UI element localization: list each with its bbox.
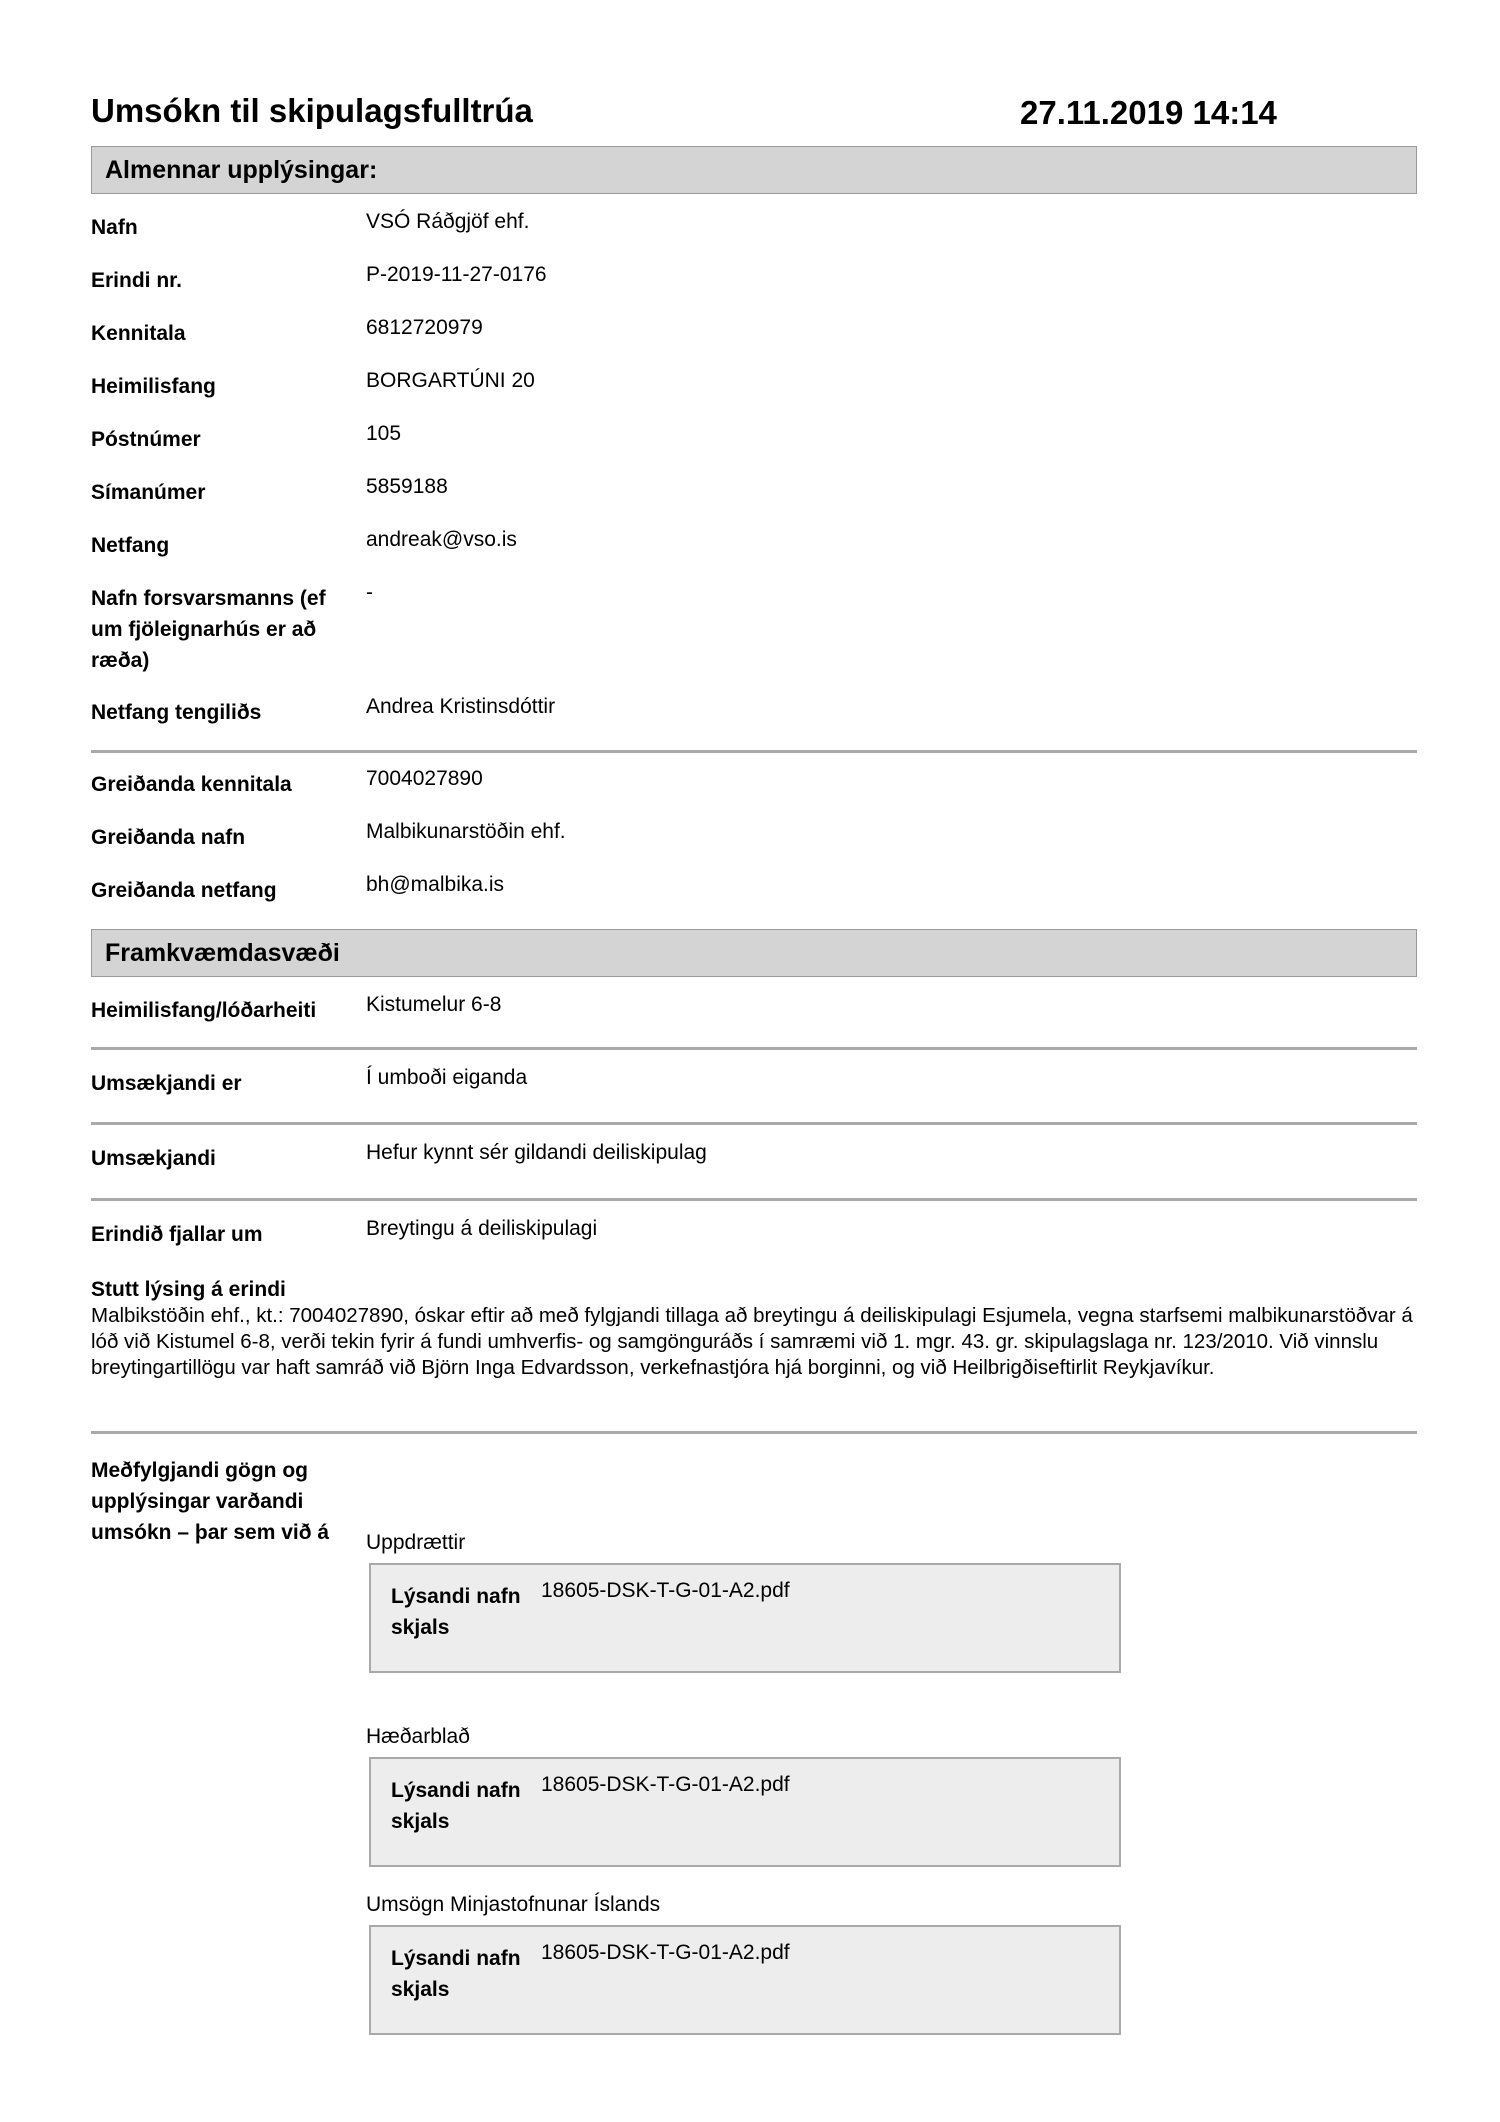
field-value: bh@malbika.is <box>366 873 505 896</box>
attachment-name-label: Lýsandi nafn skjals <box>391 1947 521 2001</box>
field-value: 5859188 <box>366 475 448 498</box>
attachment-file-link[interactable]: 18605-DSK-T-G-01-A2.pdf <box>541 1773 790 1796</box>
field-value: andreak@vso.is <box>366 528 517 551</box>
field-label: Greiðanda nafn <box>91 826 246 849</box>
section-title: Almennar upplýsingar: <box>105 156 378 184</box>
field-value: 7004027890 <box>366 767 483 790</box>
field-label: Erindi nr. <box>91 269 183 292</box>
attachment-name-label: Lýsandi nafn skjals <box>391 1585 521 1639</box>
field-value: 105 <box>366 422 402 445</box>
field-value: P-2019-11-27-0176 <box>366 263 547 286</box>
field-value: Í umboði eiganda <box>366 1066 528 1089</box>
field-value: Kistumelur 6-8 <box>366 993 502 1016</box>
field-value: Malbikunarstöðin ehf. <box>366 820 566 843</box>
field-label: Heimilisfang <box>91 375 216 398</box>
section-title: Framkvæmdasvæði <box>105 939 340 967</box>
field-value: BORGARTÚNI 20 <box>366 369 535 392</box>
section-header-area <box>91 929 1417 977</box>
field-value: 6812720979 <box>366 316 483 339</box>
field-value: - <box>366 581 373 604</box>
submission-datetime: 27.11.2019 14:14 <box>1020 94 1277 131</box>
field-label: Netfang tengiliðs <box>91 701 262 724</box>
field-label: Heimilisfang/lóðarheiti <box>91 999 317 1022</box>
divider <box>91 1198 1417 1201</box>
description-text: Malbikstöðin ehf., kt.: 7004027890, óskar eftir að með fylgjandi tillaga að breytingu á deiliskipulagi Esjumela, vegna starfsemi malbikunarstöðvar á lóð við Kistumel 6-8, verði tekin fyrir á fundi umhverfis- og samgönguráðs í samræmi við 1. mgr. 43. gr. skipulagslaga nr. 123/2010. Við vinnslu breytingartillögu var haft samráð við Björn Inga Edvardsson, verkefnastjóra hjá borginni, og við Heilbrigðiseftirlit Reykjavíkur. <box>91 1304 1413 1379</box>
section-header-general <box>91 146 1417 194</box>
field-label: Greiðanda kennitala <box>91 773 292 796</box>
field-value: Andrea Kristinsdóttir <box>366 695 556 718</box>
page-title: Umsókn til skipulagsfulltrúa <box>91 92 533 129</box>
field-label: Umsækjandi er <box>91 1072 242 1095</box>
attachment-box <box>369 1925 1121 2035</box>
title-row <box>91 92 1419 132</box>
field-label: Nafn <box>91 216 138 239</box>
attachment-box <box>369 1757 1121 1867</box>
field-label: Póstnúmer <box>91 428 201 451</box>
field-value: Hefur kynnt sér gildandi deiliskipulag <box>366 1141 707 1164</box>
field-label: Erindið fjallar um <box>91 1223 263 1246</box>
attachment-box <box>369 1563 1121 1673</box>
attachment-category: Uppdrættir <box>366 1531 466 1554</box>
attachment-category: Hæðarblað <box>366 1725 470 1748</box>
attachment-file-link[interactable]: 18605-DSK-T-G-01-A2.pdf <box>541 1579 790 1602</box>
short-description <box>91 1277 1419 1381</box>
field-value: Breytingu á deiliskipulagi <box>366 1217 598 1240</box>
field-label: Netfang <box>91 534 170 557</box>
divider <box>91 1431 1417 1434</box>
field-value: VSÓ Ráðgjöf ehf. <box>366 210 530 233</box>
attachments-label: Meðfylgjandi gögn og upplýsingar varðandi umsókn – þar sem við á <box>91 1459 330 1544</box>
attachment-name-label: Lýsandi nafn skjals <box>391 1779 521 1833</box>
field-label: Nafn forsvarsmanns (ef um fjöleignarhús er að ræða) <box>91 587 326 672</box>
field-label: Kennitala <box>91 322 186 345</box>
divider <box>91 750 1417 753</box>
field-label: Umsækjandi <box>91 1147 216 1170</box>
divider <box>91 1047 1417 1050</box>
description-label: Stutt lýsing á erindi <box>91 1278 286 1301</box>
field-label: Símanúmer <box>91 481 206 504</box>
attachment-file-link[interactable]: 18605-DSK-T-G-01-A2.pdf <box>541 1941 790 1964</box>
field-label: Greiðanda netfang <box>91 879 277 902</box>
divider <box>91 1122 1417 1125</box>
attachment-category: Umsögn Minjastofnunar Íslands <box>366 1893 661 1916</box>
